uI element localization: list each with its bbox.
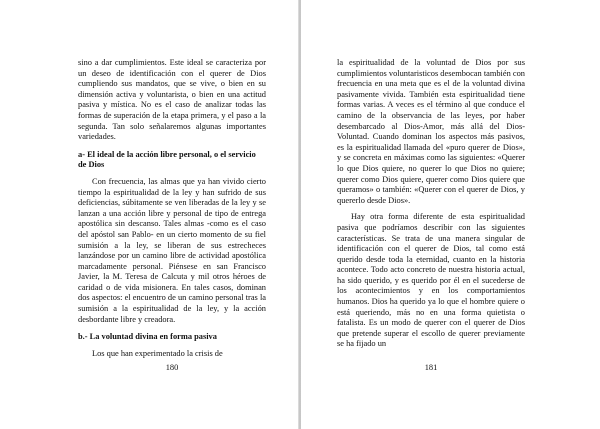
right-page [301,0,600,429]
paragraph: Con frecuencia, las almas que ya han vivido cierto tiempo la espiritualidad de la ley y han sufrido de sus deficiencias, súbitamente se ven liberadas de la ley y se lanzan a una acción libre y personal de tipo de entrega apostólica sin descanso. Tales almas -como es el caso del apóstol san Pablo- en un cierto momento de su fiel sumisión a la ley, se liberan de sus estrecheces lanzándose por un camino libre de actividad apostólica marcadamente personal. Piénsese en san Francisco Javier, la M. Teresa de Calcuta y mil otros héroes de caridad o de vida misionera. En tales casos, dominan dos aspectos: el encuentro de un camino personal tras la sumisión a la espiritualidad de la ley, y la acción desbordante libre y creadora. [78,176,266,324]
paragraph: Los que han experimentado la crisis de [92,348,223,358]
right-page-text [337,58,525,350]
paragraph: la espiritualidad de la voluntad de Dios por sus cumplimientos voluntaristicos desembocan también con frecuencia en una meta que es el de la voluntad divina pasivamente vivida. También esta espiritualidad tiene formas varias. A veces es el término al que conduce el camino de la observancia de las leyes, por haber desembarcado al Dios-Amor, más allá del Dios-Voluntad. Cuando dominan los aspectos más pasivos, es la espiritualidad llamada del «puro querer de Dios», y se concreta en máximas como las siguientes: «Querer lo que Dios quiere, no querer lo que Dios no quiere; querer como Dios quiere, querer como Dios quiere que queramos» o también: «Querer con el querer de Dios, y quererlo desde Dios». [337,58,525,205]
page-number-right: 181 [424,363,438,372]
section-heading-a: a- El ideal de la acción libre personal, o el servicio de Dios [78,149,256,170]
paragraph: sino a dar cumplimientos. Este ideal se caracteriza por un deseo de identificación con el querer de Dios cumpliendo sus mandatos, que se vive, o bien en su dimensión activa y voluntarista, o bien en una actitud pasiva y mística. No es el caso de analizar todas las formas de superación de la etapa primera, y el paso a la segunda. Tan solo señalaremos algunas importantes variedades. [78,58,266,142]
left-page-text [78,58,266,359]
section-heading-b: b.- La voluntad divina en forma pasiva [78,332,217,342]
page-number-left: 180 [165,363,179,372]
left-page [0,0,299,429]
paragraph: Hay otra forma diferente de esta espiritualidad pasiva que podríamos describir con las siguientes características. Se trata de una manera singular de identificación con el querer de Dios, tal como está querido desde toda la eternidad, cuanto en la historia acontece. Todo acto concreto de nuestra historia actual, ha sido querido, y es querido por él en el sucederse de los acontecimientos y en los comportamientos humanos. Dios ha querido ya lo que el hombre quiere o está queriendo, más no en una forma quietista o fatalista. Es un modo de querer con el querer de Dios que pretende superar el escollo de querer previamente se ha fijado un [337,212,525,349]
